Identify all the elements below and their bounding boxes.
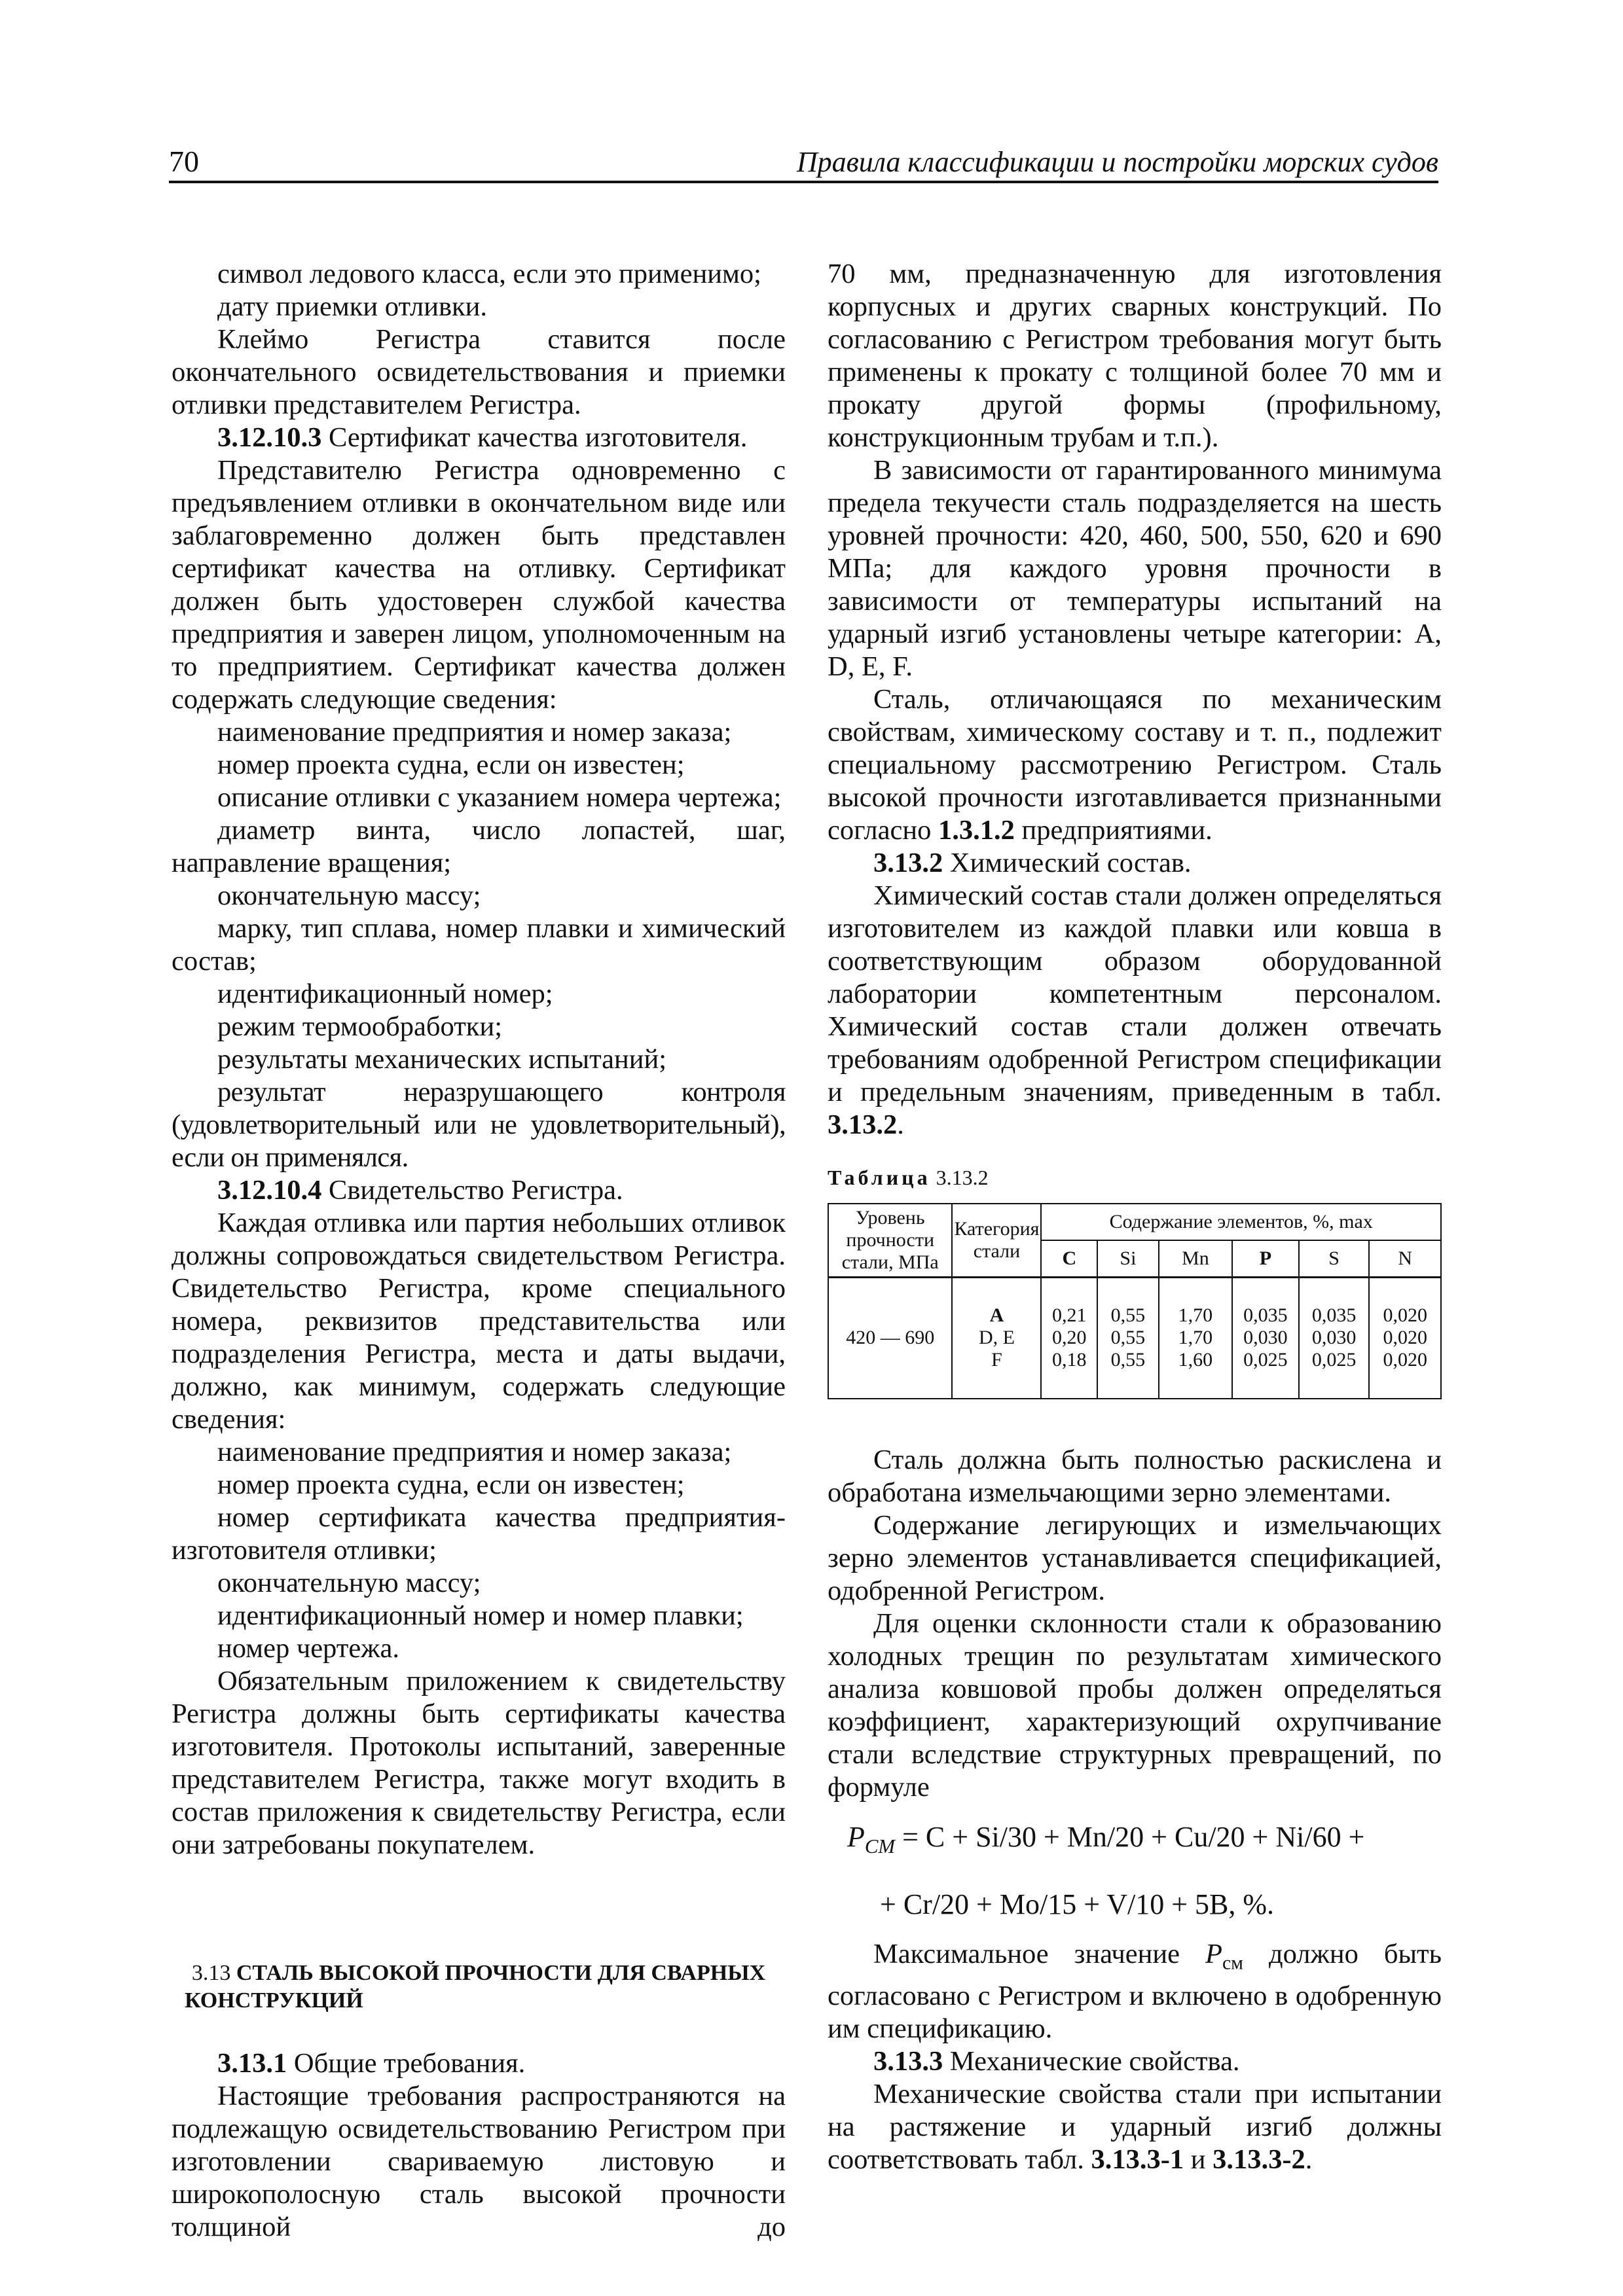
header-element-s: S: [1299, 1240, 1370, 1278]
table-cell-p: [1232, 1278, 1299, 1399]
formula-variable: P: [847, 1820, 865, 1853]
list-item: диаметр винта, число лопастей, шаг, направление вращения;: [172, 815, 786, 878]
value: 0,030: [1311, 1327, 1357, 1349]
header-strength-level: Уровень прочности стали, МПа: [828, 1204, 952, 1278]
cross-reference: 3.13.3-2: [1213, 2144, 1305, 2175]
cross-reference: 3.13.2: [828, 1109, 898, 1140]
table-cell-categories: [952, 1278, 1041, 1399]
paragraph: Представителю Регистра одновременно с предъявлением отливки в окончательном виде или заблаговременно должен быть представлен сертификат качества на отливку. Сертификат должен быть удостоверен службой качества предприятия и заверен лицом, уполномоченным на то предприятием. Сертификат качества должен содержать следующие сведения:: [172, 455, 786, 715]
text-run: и: [1184, 2144, 1213, 2175]
list-item: наименование предприятия и номер заказа;: [217, 1437, 732, 1467]
formula-line-2: + Cr/20 + Mo/15 + V/10 + 5B, %.: [880, 1888, 1275, 1921]
subsection-title: Общие требования.: [287, 2048, 526, 2079]
text-run: .: [1305, 2144, 1313, 2175]
subsection-heading: [172, 2047, 786, 2080]
paragraph: Каждая отливка или партия небольших отливок должны сопровождаться свидетельством Регистра. Свидетельство Регистра, кроме специального номера, реквизитов представительства или подразделения Регистра, места и даты выдачи, должно, как минимум, содержать следующие сведения:: [172, 1208, 786, 1435]
header-element-p: P: [1232, 1240, 1299, 1278]
subsection-title: Химический состав.: [943, 848, 1192, 878]
header-element-mn: Mn: [1159, 1240, 1232, 1278]
text-run: предприятиями.: [1014, 815, 1213, 846]
list-item: режим термообработки;: [217, 1011, 503, 1042]
paragraph: Сталь должна быть полностью раскислена и обработана измельчающими зерно элементами.: [828, 1444, 1442, 1508]
header-steel-category: Категория стали: [952, 1204, 1041, 1278]
table-cell-level: 420 — 690: [828, 1278, 952, 1399]
subsection-heading: [828, 2045, 1442, 2078]
value: 0,020: [1383, 1349, 1427, 1371]
category-a: A: [989, 1304, 1004, 1327]
formula-expression: = C + Si/30 + Mn/20 + Cu/20 + Ni/60 +: [895, 1820, 1365, 1853]
subsection-heading: [828, 847, 1442, 880]
formula-subscript: см: [1222, 1952, 1243, 1974]
paragraph: [828, 2078, 1442, 2176]
paragraph: В зависимости от гарантированного минимума предела текучести сталь подразделяется на шесть уровней прочности: 420, 460, 500, 550, 620 и 690 МПа; для каждого уровня прочности в зависимости от температуры испытаний на ударный изгиб установлены четыре категории: A, D, E, F.: [828, 455, 1442, 682]
category-f: F: [991, 1349, 1002, 1371]
text-run: Максимальное значение: [873, 1939, 1205, 1970]
subsection-number: 3.13.3: [873, 2045, 943, 2077]
list-item: номер сертификата качества предприятия-изготовителя отливки;: [172, 1502, 786, 1566]
formula-subscript: CM: [864, 1835, 896, 1857]
paragraph: Клеймо Регистра ставится после окончательного освидетельствования и приемки отливки представителем Регистра.: [172, 324, 786, 420]
paragraph: [828, 880, 1442, 1141]
paragraph: Содержание легирующих и измельчающих зерно элементов устанавливается спецификацией, одобренной Регистром.: [828, 1509, 1442, 1606]
table-cell-c: [1041, 1278, 1097, 1399]
subsection-number: 3.12.10.4: [217, 1175, 322, 1206]
list-item: номер чертежа.: [217, 1633, 400, 1664]
value: 0,030: [1243, 1327, 1288, 1349]
list-item: наименование предприятия и номер заказа;: [217, 717, 732, 747]
subsection-heading: [172, 422, 786, 454]
value: 0,55: [1110, 1349, 1146, 1371]
list-item: окончательную массу;: [217, 880, 481, 911]
value: 0,55: [1110, 1327, 1146, 1349]
formula-line-1: [828, 1821, 1442, 1863]
paragraph: Обязательным приложением к свидетельству Регистра должны быть сертификаты качества изготовителя. Протоколы испытаний, заверенные представителем Регистра, также могут входить в состав приложения к свидетельству Регистра, если они затребованы покупателем.: [172, 1666, 786, 1860]
value: 1,60: [1178, 1349, 1213, 1371]
list-item: идентификационный номер и номер плавки;: [217, 1600, 744, 1631]
header-element-si: Si: [1097, 1240, 1159, 1278]
header-element-n: N: [1369, 1240, 1441, 1278]
paragraph: дату приемки отливки.: [217, 291, 488, 322]
left-column: [172, 258, 786, 2244]
table-caption: [828, 1161, 1442, 1194]
text-run: .: [897, 1109, 904, 1140]
list-item: результат неразрушающего контроля (удовлетворительный или не удовлетворительный), если он применялся.: [172, 1077, 786, 1173]
list-item: номер проекта судна, если он известен;: [217, 1469, 685, 1500]
right-column: [828, 258, 1442, 2176]
table-cell-n: [1369, 1278, 1441, 1399]
page-number: 70: [169, 145, 199, 178]
value: 0,18: [1052, 1349, 1087, 1371]
text-run: должно быть согласовано с Регистром и включено в одобренную им спецификацию.: [828, 1939, 1442, 2044]
table-caption-number: 3.13.2: [936, 1166, 989, 1189]
running-title: Правила классификации и постройки морских судов: [796, 146, 1438, 178]
subsection-title: Свидетельство Регистра.: [321, 1175, 623, 1206]
section-heading: [172, 1960, 786, 2015]
cross-reference: 1.3.1.2: [938, 815, 1015, 846]
paragraph: [828, 1938, 1442, 2045]
value: 1,70: [1178, 1304, 1213, 1327]
list-item: описание отливки с указанием номера чертежа;: [217, 782, 782, 813]
category-de: D, E: [978, 1327, 1015, 1349]
value: 0,21: [1052, 1304, 1087, 1327]
cross-reference: 3.13.3-1: [1091, 2144, 1184, 2175]
value: 0,020: [1383, 1304, 1427, 1327]
header-rule: [169, 181, 1438, 183]
paragraph: [828, 683, 1442, 847]
subsection-title: Механические свойства.: [943, 2045, 1240, 2077]
paragraph: Для оценки склонности стали к образованию холодных трещин по результатам химического анализа ковшовой пробы должен определяться коэффициент, характеризующий охрупчивание стали вследствие структурных превращений, по формуле: [828, 1607, 1442, 1803]
header-element-c: C: [1041, 1240, 1097, 1278]
value: 0,035: [1311, 1304, 1357, 1327]
value: 0,035: [1243, 1304, 1288, 1327]
value: 1,70: [1178, 1327, 1213, 1349]
list-item: результаты механических испытаний;: [217, 1044, 667, 1075]
value: 0,025: [1243, 1349, 1288, 1371]
formula-variable: P: [1205, 1939, 1222, 1970]
table-cell-si: [1097, 1278, 1159, 1399]
table-cell-s: [1299, 1278, 1370, 1399]
list-item: номер проекта судна, если он известен;: [217, 749, 685, 780]
section-number: 3.13: [191, 1961, 231, 1985]
subsection-heading: [172, 1174, 786, 1207]
paragraph: 70 мм, предназначенную для изготовления корпусных и других сварных конструкций. По согласованию с Регистром требования могут быть применены к прокату с толщиной более 70 мм и прокату другой формы (профильному, конструкционным трубам и т.п.).: [828, 259, 1442, 453]
list-item: марку, тип сплава, номер плавки и химический состав;: [172, 913, 786, 977]
table-cell-mn: [1159, 1278, 1232, 1399]
subsection-title: Сертификат качества изготовителя.: [321, 422, 748, 453]
header-element-content: Содержание элементов, %, max: [1041, 1204, 1441, 1240]
text-run: Химический состав стали должен определяться изготовителем из каждой плавки или ковша в соответствующим образом оборудованной лаборатории компетентным персоналом. Химический состав стали должен отвечать требованиям одобренной Регистром спецификации и предельным значениям, приведенным в табл.: [828, 880, 1442, 1107]
paragraph: Настоящие требования распространяются на подлежащую освидетельствованию Регистром при изготовлении свариваемую листовую и широкополосную сталь высокой прочности толщиной до: [172, 2081, 786, 2242]
value: 0,025: [1311, 1349, 1357, 1371]
paragraph: символ ледового класса, если это применимо;: [217, 259, 761, 289]
chemical-composition-table: [828, 1203, 1442, 1399]
value: 0,55: [1110, 1304, 1146, 1327]
table-caption-word: Таблица: [828, 1166, 931, 1189]
section-title: СТАЛЬ ВЫСОКОЙ ПРОЧНОСТИ ДЛЯ СВАРНЫХ КОНСТРУКЦИЙ: [185, 1961, 766, 2013]
subsection-number: 3.12.10.3: [217, 422, 322, 453]
text-run: Механические свойства стали при испытании на растяжение и ударный изгиб должны соответствовать табл.: [828, 2078, 1442, 2175]
list-item: окончательную массу;: [217, 1568, 481, 1598]
value: 0,20: [1052, 1327, 1087, 1349]
text-run: Сталь, отличающаяся по механическим свойствам, химическому составу и т. п., подлежит специальному рассмотрению Регистром. Сталь высокой прочности изготавливается признанными согласно: [828, 684, 1442, 846]
subsection-number: 3.13.2: [873, 848, 943, 878]
list-item: идентификационный номер;: [217, 978, 553, 1009]
subsection-number: 3.13.1: [217, 2048, 287, 2079]
value: 0,020: [1383, 1327, 1427, 1349]
